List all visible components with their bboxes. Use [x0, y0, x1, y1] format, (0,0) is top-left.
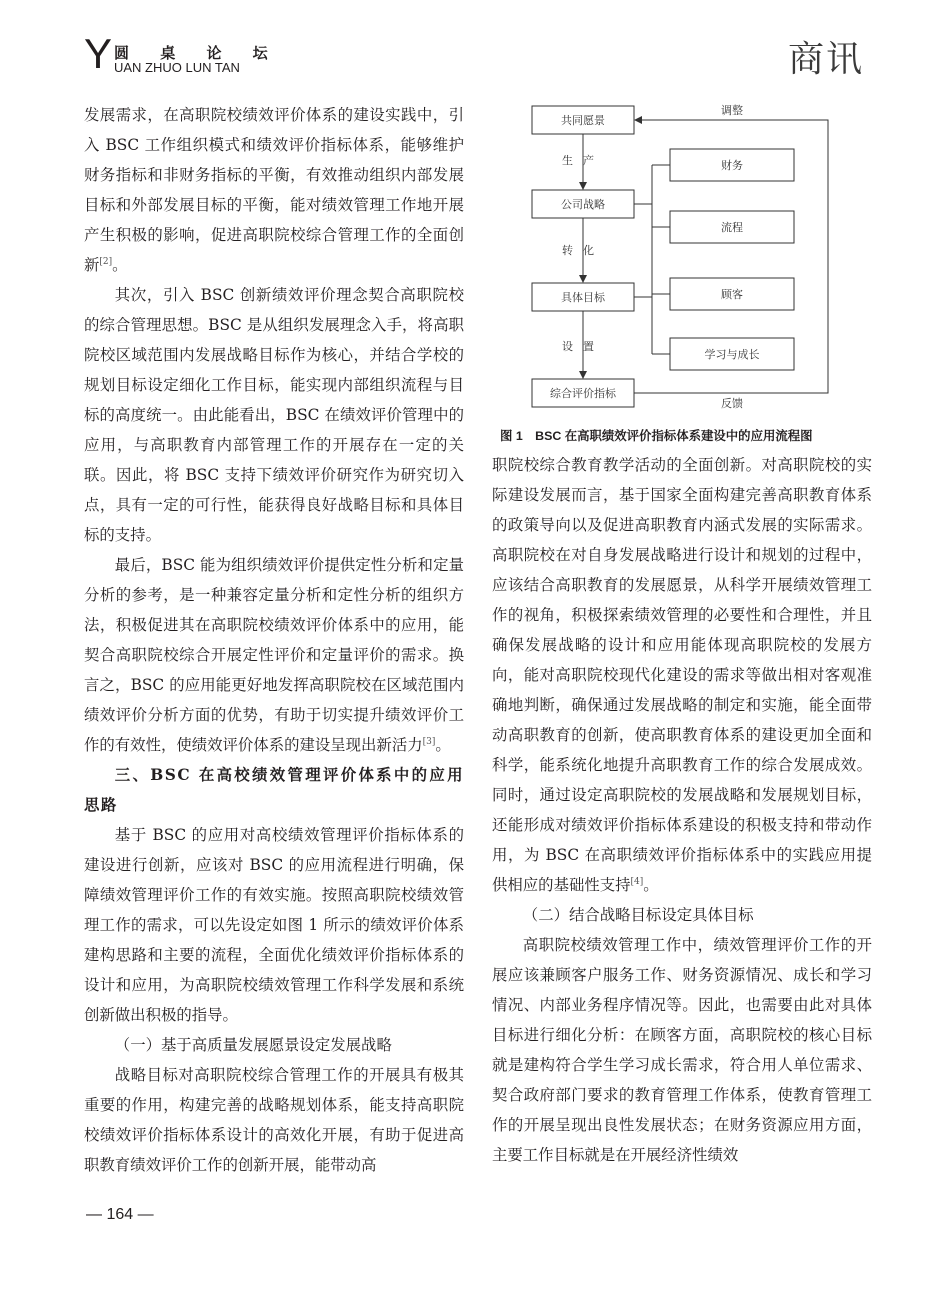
figure-caption: 图 1 BSC 在高职绩效评价指标体系建设中的应用流程图	[500, 429, 813, 443]
right-column	[492, 450, 872, 1170]
paragraph: 战略目标对高职院校综合管理工作的开展具有极其重要的作用，构建完善的战略规划体系，能支持高职院校绩效评价指标体系设计的高效化开展，有助于促进高职教育绩效评价工作的创新开展，能带动高	[84, 1066, 464, 1174]
paragraph: 其次，引入 BSC 创新绩效评价理念契合高职院校的综合管理思想。BSC 是从组织发展理念入手，将高职院校区域范围内发展战略目标作为核心，并结合学校的规划目标设定细化工作目标，能实现内部组织流程与目标的高度统一。由此能看出，BSC 在绩效评价管理中的应用，与高职教育内部管理工作的开展存在一定的关联。因此，将 BSC 支持下绩效评价研究作为研究切入点，具有一定的可行性，能获得良好战略目标和具体目标的支持。	[84, 286, 464, 544]
perspective-label: 流程	[721, 221, 743, 234]
brand-logo	[788, 40, 864, 80]
perspective-label: 学习与成长	[704, 348, 760, 361]
node-label: 共同愿景	[561, 114, 605, 127]
link-label: 设置	[562, 340, 604, 353]
journal-title-en: UAN ZHUO LUN TAN	[114, 60, 240, 75]
brand-text: 商讯	[788, 39, 865, 80]
paragraph: 最后，BSC 能为组织绩效评价提供定性分析和定量分析的参考，是一种兼容定量分析和定性分析的组织方法，积极促进其在高职院校绩效评价体系中的应用，能契合高职院校综合开展定性评价和定量评价的需求。换言之，BSC 的应用能更好地发挥高职院校在区域范围内绩效评价分析方面的优势，有助于切实提升绩效评价工作的有效性，使绩效评价体系的建设呈现出新活力[3]。	[84, 556, 464, 754]
node-label: 具体目标	[561, 291, 605, 304]
page-number: — 164 —	[86, 1206, 154, 1223]
node-label: 综合评价指标	[550, 387, 616, 400]
node-label: 公司战略	[561, 198, 605, 211]
link-label: 生产	[562, 154, 604, 167]
link-label: 转化	[562, 244, 604, 257]
perspective-label: 财务	[721, 159, 743, 172]
citation: [2]	[99, 256, 113, 267]
paragraph: 高职院校绩效管理工作中，绩效管理评价工作的开展应该兼顾客户服务工作、财务资源情况、成长和学习情况、内部业务程序情况等。因此，也需要由此对具体目标进行细化分析：在顾客方面，高职院校的核心目标就是建构符合学生学习成长需求，符合用人单位需求、契合政府部门要求的教育管理工作体系，使教育管理工作的开展呈现出良性发展状态；在财务资源应用方面，主要工作目标就是在开展经济性绩效	[492, 936, 872, 1164]
paragraph: 职院校综合教育教学活动的全面创新。对高职院校的实际建设发展而言，基于国家全面构建完善高职教育体系的政策导向以及促进高职教育内涵式发展的实际需求。高职院校在对自身发展战略进行设计和规划的过程中，应该结合高职教育的发展愿景，从科学开展绩效管理工作的视角，积极探索绩效管理的必要性和合理性，并且确保发展战略的设计和应用能体现高职院校的发展方向，能对高职院校现代化建设的需求等做出相对客观准确地判断，确保通过发展战略的制定和实施，能全面带动高职教育的创新，使高职教育体系的建设更加全面和科学，能系统化地提升高职教育工作的综合发展成效。同时，通过设定高职院校的发展战略和发展规划目标，还能形成对绩效评价指标体系建设的积极支持和带动作用，为 BSC 在高职绩效评价指标体系中的实践应用提供相应的基础性支持[4]。	[492, 456, 872, 894]
journal-mark	[84, 30, 284, 80]
adjust-label: 调整	[721, 104, 743, 117]
journal-title-cn: 圆 桌 论 坛	[114, 44, 281, 62]
paragraph: 发展需求，在高职院校绩效评价体系的建设实践中，引入 BSC 工作组织模式和绩效评价指标体系，能够维护财务指标和非财务指标的平衡，有效推动组织内部发展目标和外部发展目标的平衡，能对绩效管理工作地开展产生积极的影响，促进高职院校综合管理工作的全面创新[2]。	[84, 106, 464, 274]
feedback-label: 反馈	[721, 397, 743, 410]
flowchart	[492, 96, 872, 426]
left-column	[84, 100, 464, 1180]
paragraph: 基于 BSC 的应用对高校绩效管理评价指标体系的建设进行创新，应该对 BSC 的应用流程进行明确，保障绩效管理评价工作的有效实施。按照高职院校绩效管理工作的需求，可以先设定如图 1 所示的绩效评价体系建构思路和主要的流程，全面优化绩效评价指标体系的设计和应用，为高职院校绩效管理工作科学发展和系统创新做出积极的指导。	[84, 826, 464, 1024]
subsection-heading: （一）基于高质量发展愿景设定发展战略	[114, 1036, 392, 1054]
section-heading: 三、BSC 在高校绩效管理评价体系中的应用思路	[84, 766, 464, 814]
perspective-label: 顾客	[721, 288, 743, 301]
flowchart-figure	[492, 96, 872, 426]
citation: [4]	[630, 876, 644, 887]
journal-initial: Y	[84, 30, 113, 77]
subsection-heading: （二）结合战略目标设定具体目标	[522, 906, 754, 924]
citation: [3]	[422, 736, 436, 747]
